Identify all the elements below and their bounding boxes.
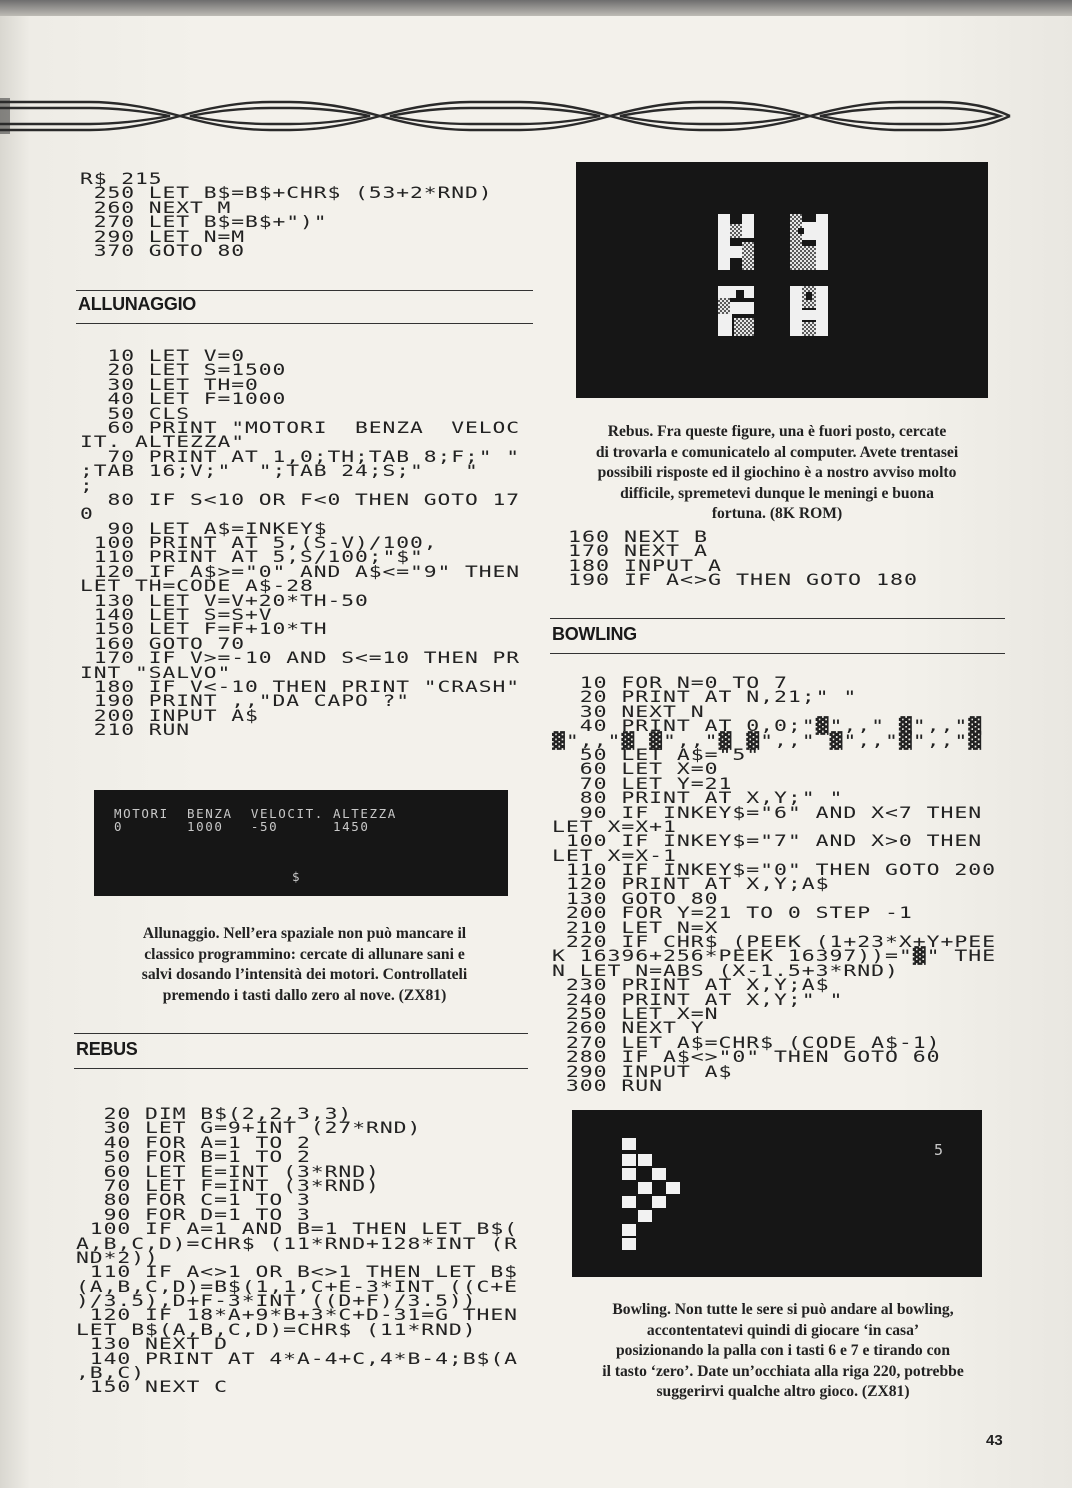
rebus-code-line: 30 LET G=9+INT (27*RND) [76,1118,422,1138]
bowling-code-line: 210 LET N=X [552,917,719,937]
rebus-code-line: LET B$(A,B,C,D)=CHR$ (11*RND) [76,1319,477,1339]
top-code-line: 260 NEXT M [80,197,232,217]
allunaggio-code-line: LET TH=CODE A$-28 [80,576,314,596]
chain-border-ornament [0,92,1072,142]
bowling-code-line: 70 LET Y=21 [552,773,733,793]
bowling-code-line: LET X=X-1 [552,845,677,865]
bowling-code-line: 250 LET X=N [552,1003,719,1023]
allunaggio-code-line: 10 LET V=0 [80,346,246,365]
allunaggio-screen [94,790,508,896]
allunaggio-code-line: 100 PRINT AT 5,(S-V)/100, [80,533,438,553]
rebus-title: REBUS [76,1039,138,1059]
top-code-line: 290 LET N=M [80,226,246,246]
rebus-code-continuation [554,527,919,590]
rebus-code-line: A,B,C,D)=CHR$ (11*RND+128*INT (R [76,1233,518,1253]
rebus-rule-bottom [74,1068,528,1069]
allunaggio-code-line: ; [80,475,94,495]
bowling-code-line: 260 NEXT Y [552,1018,705,1038]
bowling-rule-bottom [550,653,1005,654]
allunaggio-code-line: 50 CLS [80,403,191,423]
page-number: 43 [986,1432,1003,1449]
bowling-code-line: 270 LET A$=CHR$ (CODE A$-1) [552,1032,941,1052]
rebus-figures [576,162,988,398]
allunaggio-code-line: 190 PRINT ,,"DA CAPO ?" [80,691,411,711]
rebus-code-listing [76,1104,518,1397]
rebus-code-line: )/3.5),D+F-3*INT ((D+F)/3.5)) [76,1291,477,1311]
allunaggio-screen-values: 0 1000 -50 1450 [114,819,370,834]
allunaggio-code-line: 150 LET F=F+10*TH [80,619,328,639]
rebus-code-line: 130 NEXT D [76,1334,228,1354]
bowling-code-line: 230 PRINT AT X,Y;A$ [552,975,830,995]
allunaggio-code-line: ;TAB 16;V;" ";TAB 24;S;" " [80,461,479,481]
top-code-listing [80,169,493,260]
allunaggio-screen-ship: $ [292,869,302,884]
bowling-screen [572,1110,982,1277]
rebus-code-line: 150 NEXT C [76,1377,228,1397]
bowling-code-line: K 16396+256*PEEK 16397))="▓" THE [552,946,997,966]
allunaggio-rule-bottom [76,323,533,324]
allunaggio-code-line: 90 LET A$=INKEY$ [80,518,328,538]
bowling-code-line: LET X=X+1 [552,816,677,836]
bowling-code-line: 120 PRINT AT X,Y;A$ [552,874,830,894]
bowling-screen-counter: 5 [934,1141,945,1159]
allunaggio-code-line: 210 RUN [80,720,191,740]
allunaggio-title: ALLUNAGGIO [78,294,196,314]
allunaggio-code-line: 140 LET S=S+V [80,605,273,625]
allunaggio-code-line: 60 PRINT "MOTORI BENZA VELOC [80,417,521,437]
rebus-code-line: 140 PRINT AT 4*A-4+C,4*B-4;B$(A [76,1348,518,1368]
allunaggio-caption: Allunaggio. Nell’era spaziale non può mancare il classico programmino: cercate di allunare sani e salvi dosando l’intensità dei motori. Controllateli premendo i tasti dallo zero al nove. (ZX81) [141,925,468,1004]
allunaggio-rule-top [76,290,533,291]
allunaggio-code-line: 120 IF A$>="0" AND A$<="9" THEN [80,561,521,581]
bowling-code-line: 100 IF INKEY$="7" AND X>0 THEN [552,831,983,851]
page-top-edge [0,0,1072,16]
bowling-code-line: 10 FOR N=0 TO 7 [552,673,788,692]
rebus-rule-top [74,1033,528,1034]
rebus-screen [576,162,988,398]
bowling-code-line: N LET N=ABS (X-1.5+3*RND) [552,960,899,980]
bowling-code-line: 110 IF INKEY$="0" THEN GOTO 200 [552,860,997,880]
rebus-code-line: (A,B,C,D)=B$(1,1,C+E-3*INT ((C+E [76,1276,518,1296]
bowling-code-line: 130 GOTO 80 [552,888,719,908]
rebus-code-cont-line: 170 NEXT A [554,541,709,561]
allunaggio-code-line: 40 LET F=1000 [80,389,287,409]
allunaggio-code-line: 160 GOTO 70 [80,633,246,653]
rebus-code-line: 110 IF A<>1 OR B<>1 THEN LET B$ [76,1262,518,1282]
bowling-code-line: 290 INPUT A$ [552,1061,733,1081]
bowling-code-line: ▓",,"▓ ▓",,"▓ ▓",," ▓",,"▓",,"▓ [552,730,983,750]
rebus-code-line: 90 FOR D=1 TO 3 [76,1204,311,1224]
allunaggio-code-line: 70 PRINT AT 1,0;TH;TAB 8;F;" " [80,446,521,466]
rebus-code-line: 120 IF 18*A+9*B+3*C+D-31=G THEN [76,1305,518,1325]
top-code-line: 270 LET B$=B$+")" [80,212,328,232]
allunaggio-screen-header: MOTORI BENZA VELOCIT. ALTEZZA [114,806,397,821]
top-code-line: 370 GOTO 80 [80,240,246,260]
allunaggio-code-line: INT "SALVO" [80,662,232,682]
rebus-code-line: 60 LET E=INT (3*RND) [76,1161,380,1181]
bowling-rule-top [550,618,1005,619]
bowling-title: BOWLING [552,624,637,644]
rebus-code-cont-line: 190 IF A<>G THEN GOTO 180 [554,570,919,590]
rebus-code-line: 100 IF A=1 AND B=1 THEN LET B$( [76,1219,518,1239]
rebus-code-line: 20 DIM B$(2,2,3,3) [76,1104,353,1123]
rebus-code-line: 80 FOR C=1 TO 3 [76,1190,311,1210]
top-code-line: R$ 215 [80,169,163,188]
bowling-code-line: 20 PRINT AT N,21;" " [552,687,858,707]
allunaggio-code-line: 180 IF V<-10 THEN PRINT "CRASH" [80,676,521,696]
rebus-code-line: 40 FOR A=1 TO 2 [76,1132,311,1152]
bowling-code-line: 280 IF A$<>"0" THEN GOTO 60 [552,1047,941,1067]
allunaggio-code-listing [80,346,521,740]
allunaggio-code-line: 170 IF V>=-10 AND S<=10 THEN PR [80,648,521,668]
bowling-code-line: 80 PRINT AT X,Y;" " [552,788,844,808]
allunaggio-code-line: 0 [80,504,94,524]
bowling-code-line: 90 IF INKEY$="6" AND X<7 THEN [552,802,983,822]
rebus-code-cont-line: 160 NEXT B [554,527,709,546]
bowling-code-line: 200 FOR Y=21 TO 0 STEP -1 [552,903,913,923]
allunaggio-code-line: IT. ALTEZZA" [80,432,246,452]
bowling-caption: Bowling. Non tutte le sere si può andare al bowling, accontentatevi quindi di giocare ‘in casa’ posizionando la palla con i tasti 6 e 7 e tirando con il tasto ‘zero’. Date un’occhiata alla riga 220, potrebbe suggerirvi qualche altro gioco. (ZX81) [602,1301,964,1401]
rebus-caption: Rebus. Fra queste figure, una è fuori posto, cercate di trovarla e comunicatelo al computer. Avete trentasei possibili risposte ed il giochino è a nostro avviso molto difficile, spremetevi dunque le meningi e buona fortuna. (8K ROM) [595,423,959,523]
rebus-code-line: ,B,C) [76,1363,146,1383]
bowling-code-line: 300 RUN [552,1075,664,1095]
allunaggio-code-line: 20 LET S=1500 [80,360,287,380]
bowling-pins [572,1110,982,1277]
top-code-line: 250 LET B$=B$+CHR$ (53+2*RND) [80,183,493,203]
bowling-code-line: 50 LET A$="5" [552,744,761,764]
allunaggio-code-line: 30 LET TH=0 [80,374,259,394]
rebus-code-line: ND*2)) [76,1247,159,1267]
bowling-code-line: 220 IF CHR$ (PEEK (1+23*X+Y+PEE [552,932,997,952]
bowling-code-line: 30 NEXT N [552,701,705,721]
bowling-code-line: 60 LET X=0 [552,759,719,779]
allunaggio-code-line: 80 IF S<10 OR F<0 THEN GOTO 17 [80,489,521,509]
bowling-code-line: 240 PRINT AT X,Y;" " [552,989,844,1009]
bowling-code-line: 40 PRINT AT 0,0;"▓",," ▓",,"▓ [552,716,983,736]
rebus-code-line: 70 LET F=INT (3*RND) [76,1175,380,1195]
allunaggio-code-line: 110 PRINT AT 5,S/100;"$" [80,547,424,567]
rebus-code-cont-line: 180 INPUT A [554,555,723,575]
allunaggio-code-line: 130 LET V=V+20*TH-50 [80,590,369,610]
allunaggio-code-line: 200 INPUT A$ [80,705,259,725]
bowling-code-listing [552,673,997,1095]
rebus-code-line: 50 FOR B=1 TO 2 [76,1147,311,1167]
